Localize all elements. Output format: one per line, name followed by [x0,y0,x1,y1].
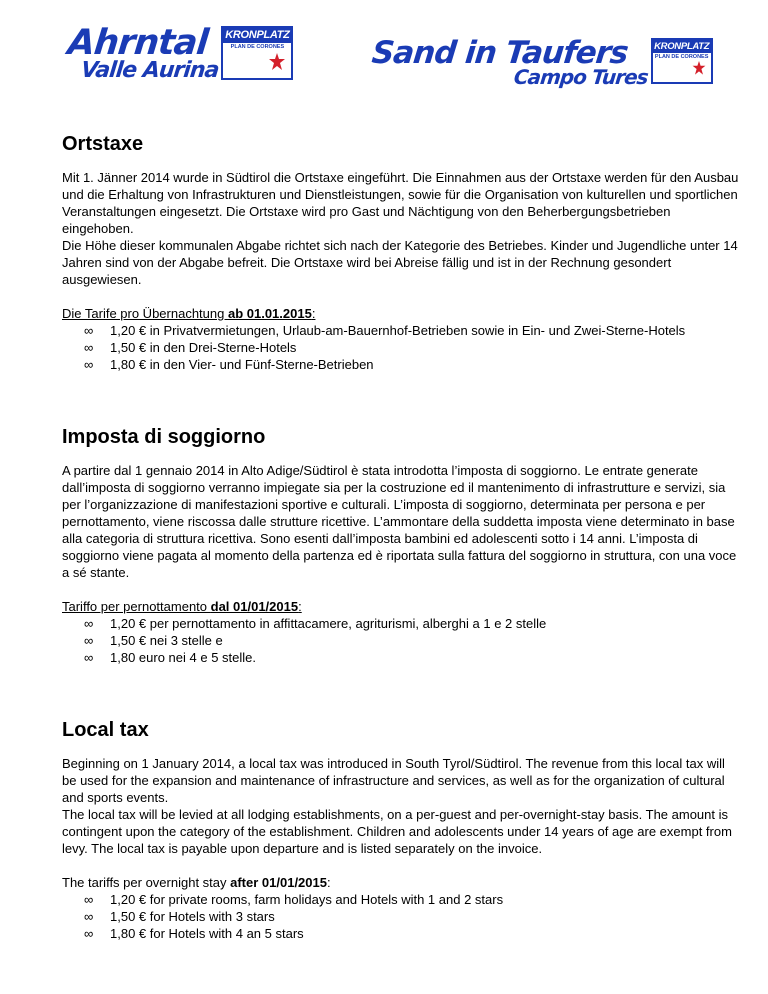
bullet-icon: ∞ [84,616,94,631]
tariff-label: Die Tarife pro Übernachtung [62,306,228,321]
tariff-date: after 01/01/2015 [230,875,327,890]
list-item [62,908,742,925]
section-ortstaxe [62,130,742,373]
list-item-text: 1,50 € nei 3 stelle e [110,633,223,648]
tariff-date: dal 01/01/2015 [210,599,299,614]
sand-in-taufers-logo[interactable] [370,35,713,89]
bullet-icon: ∞ [84,892,94,907]
paragraph: Die Höhe dieser kommunalen Abgabe richtet sich nach der Kategorie des Betriebes. Kinder und Jugendliche unter 14 Jahren sind von der Abgabe befreit. Die Ortstaxe wird bei Abreise fällig und ist in der Rechnung gesondert ausgewiesen. [62,238,738,287]
logo-left-main: Ahrntal [65,23,210,63]
list-item-text: 1,20 € per pernottamento in affittacamere, agriturismi, alberghi a 1 e 2 stelle [110,616,547,631]
bullet-icon: ∞ [84,909,94,924]
sand-in-taufers-wordmark [370,35,649,89]
tariff-heading [62,598,742,615]
kronplatz-badge-right [651,38,713,84]
section-title: Ortstaxe [62,133,144,155]
list-item-text: 1,20 € in Privatvermietungen, Urlaub-am-Bauernhof-Betrieben sowie in Ein- und Zwei-Sterne-Hotels [110,323,686,338]
list-item [62,356,742,373]
ahrntal-wordmark [65,23,220,83]
tariff-heading [62,305,742,322]
logo-right-sub: Campo Tures [512,65,649,89]
tariff-heading [62,874,742,891]
bullet-icon: ∞ [84,357,94,372]
section-imposta-di-soggiorno [62,423,742,666]
list-item [62,632,742,649]
list-item-text: 1,50 € for Hotels with 3 stars [110,909,275,924]
badge-left-subtitle: PLAN DE CORONES [230,44,285,50]
list-item-text: 1,80 € for Hotels with 4 an 5 stars [110,926,304,941]
kronplatz-badge-left [221,26,293,80]
bullet-icon: ∞ [84,926,94,941]
badge-right-title: KRONPLATZ [654,41,710,52]
paragraph: Beginning on 1 January 2014, a local tax was introduced in South Tyrol/Südtirol. The revenue from this local tax will be used for the expansion and maintenance of infrastructure and services, as well as for the organization of cultural and sports events. [62,756,725,805]
tariff-list [62,615,742,666]
tariff-label: Tariffo per pernottamento [62,599,211,614]
tariff-date: ab 01.01.2015 [227,306,312,321]
document-body [62,130,742,942]
tariff-colon: : [298,599,302,614]
section-local-tax [62,716,742,942]
kronplatz-mark-icon [267,51,287,75]
paragraph: A partire dal 1 gennaio 2014 in Alto Adige/Südtirol è stata introdotta l’imposta di soggiorno. Le entrate generate dall’imposta di soggiorno verranno impiegate sia per la costruzione ed il mantenimento di infrastrutture e servizi, sia per l’organizzazione di manifestazioni sportive e culturali. L’imposta di soggiorno, determinata per persona e per pernottamento, viene riscossa dalle strutture ricettive. L’ammontare della suddetta imposta viene determinato in base alla categoria di struttura ricettiva. Sono esenti dall’imposta bambini ed adolescenti sotto i 14 anni. L’imposta di soggiorno viene pagata al momento della partenza ed è riportata sulla fattura del soggiorno in struttura, con una voce a sé stante. [62,463,737,580]
tariff-label: The tariffs per overnight stay [62,875,231,890]
paragraph: Mit 1. Jänner 2014 wurde in Südtirol die Ortstaxe eingeführt. Die Einnahmen aus der Ortstaxe werden für den Ausbau und die Erhaltung von Infrastrukturen und Dienstleistungen, sowie für die Organisation von kulturellen und sportlichen Veranstaltungen eingesetzt. Die Ortstaxe wird pro Gast und Nächtigung von den Beherbergungsbetrieben eingehoben. [62,170,739,236]
section-title: Local tax [62,719,149,741]
tariff-list [62,322,742,373]
list-item [62,339,742,356]
bullet-icon: ∞ [84,650,94,665]
list-item [62,925,742,942]
logo-left-sub: Valle Aurina [79,58,220,83]
tariff-colon: : [311,306,316,321]
list-item [62,891,742,908]
paragraph: The local tax will be levied at all lodging establishments, on a per-guest and per-overnight-stay basis. The amount is contingent upon the category of the establishment. Children and adolescents under 14 years of age are exempt from levy. The local tax is payable upon departure and is listed separately on the invoice. [62,807,732,856]
tariff-list [62,891,742,942]
list-item [62,649,742,666]
section-title: Imposta di soggiorno [62,426,266,448]
kronplatz-mark-icon [691,59,707,79]
badge-left-title: KRONPLATZ [225,29,290,41]
list-item-text: 1,80 € in den Vier- und Fünf-Sterne-Betrieben [110,357,374,372]
tariff-colon: : [326,875,331,890]
header [0,23,768,96]
bullet-icon: ∞ [84,323,94,338]
list-item [62,322,742,339]
ahrntal-logo[interactable] [65,23,293,83]
logo-right-main: Sand in Taufers [370,35,630,71]
list-item [62,615,742,632]
list-item-text: 1,50 € in den Drei-Sterne-Hotels [110,340,297,355]
list-item-text: 1,20 € for private rooms, farm holidays and Hotels with 1 and 2 stars [110,892,504,907]
bullet-icon: ∞ [84,340,94,355]
badge-right-subtitle: PLAN DE CORONES [654,54,709,60]
list-item-text: 1,80 euro nei 4 e 5 stelle. [110,650,256,665]
bullet-icon: ∞ [84,633,94,648]
